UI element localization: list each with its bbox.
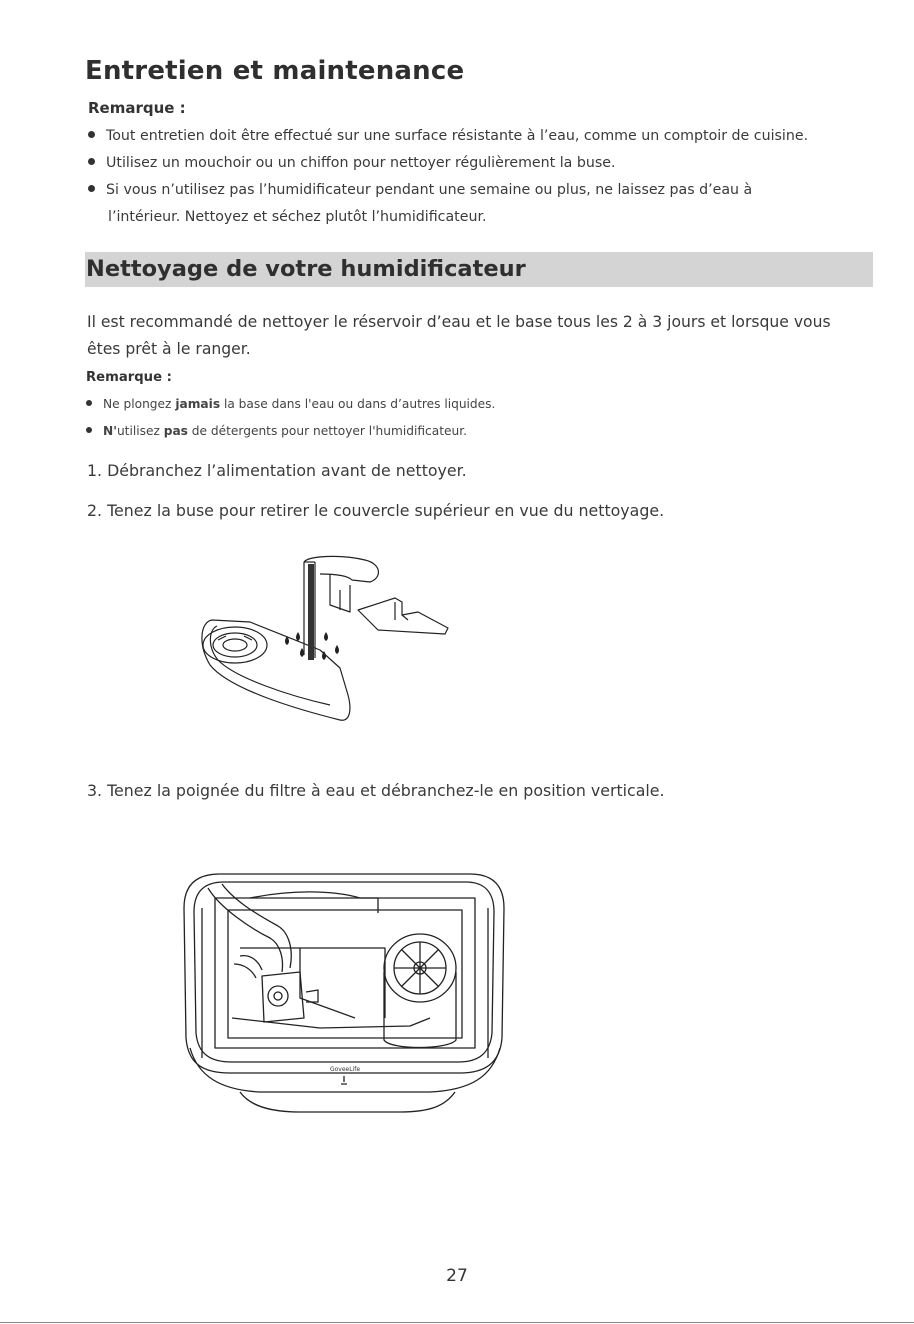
bullet-icon	[86, 400, 92, 406]
device-brand-logo: GoveeLife	[329, 1066, 361, 1073]
warning-item: N'utilisez pas de détergents pour nettoyer l'humidificateur.	[86, 424, 467, 438]
note-label-2: Remarque :	[86, 370, 172, 385]
step-3: 3. Tenez la poignée du filtre à eau et débranchez-le en position verticale.	[87, 781, 665, 800]
warning-item: Ne plongez jamais la base dans l'eau ou dans d’autres liquides.	[86, 397, 495, 411]
note-item: Tout entretien doit être effectué sur une surface résistante à l’eau, comme un comptoir de cuisine.	[88, 127, 808, 145]
bullet-icon	[88, 185, 95, 192]
note-item-continued: l’intérieur. Nettoyez et séchez plutôt l’humidificateur.	[108, 209, 487, 225]
bullet-icon	[86, 427, 92, 433]
illustration-remove-cover	[190, 550, 460, 730]
note-item: Utilisez un mouchoir ou un chiffon pour nettoyer régulièrement la buse.	[88, 154, 615, 172]
bullet-icon	[88, 158, 95, 165]
step-1: 1. Débranchez l’alimentation avant de nettoyer.	[87, 461, 467, 480]
note-label: Remarque :	[88, 99, 186, 117]
illustration-remove-filter	[180, 868, 510, 1113]
intro-line: Il est recommandé de nettoyer le réservoir d’eau et le base tous les 2 à 3 jours et lorsque vous	[87, 313, 831, 331]
page-title: Entretien et maintenance	[85, 56, 465, 86]
intro-line: êtes prêt à le ranger.	[87, 340, 251, 358]
step-2: 2. Tenez la buse pour retirer le couvercle supérieur en vue du nettoyage.	[87, 501, 665, 520]
note-item: Si vous n’utilisez pas l’humidificateur pendant une semaine ou plus, ne laissez pas d’eau à	[88, 181, 752, 199]
bullet-icon	[88, 131, 95, 138]
section-title: Nettoyage de votre humidificateur	[86, 256, 526, 282]
page-bottom-rule	[0, 1322, 914, 1323]
page-number: 27	[446, 1266, 468, 1286]
